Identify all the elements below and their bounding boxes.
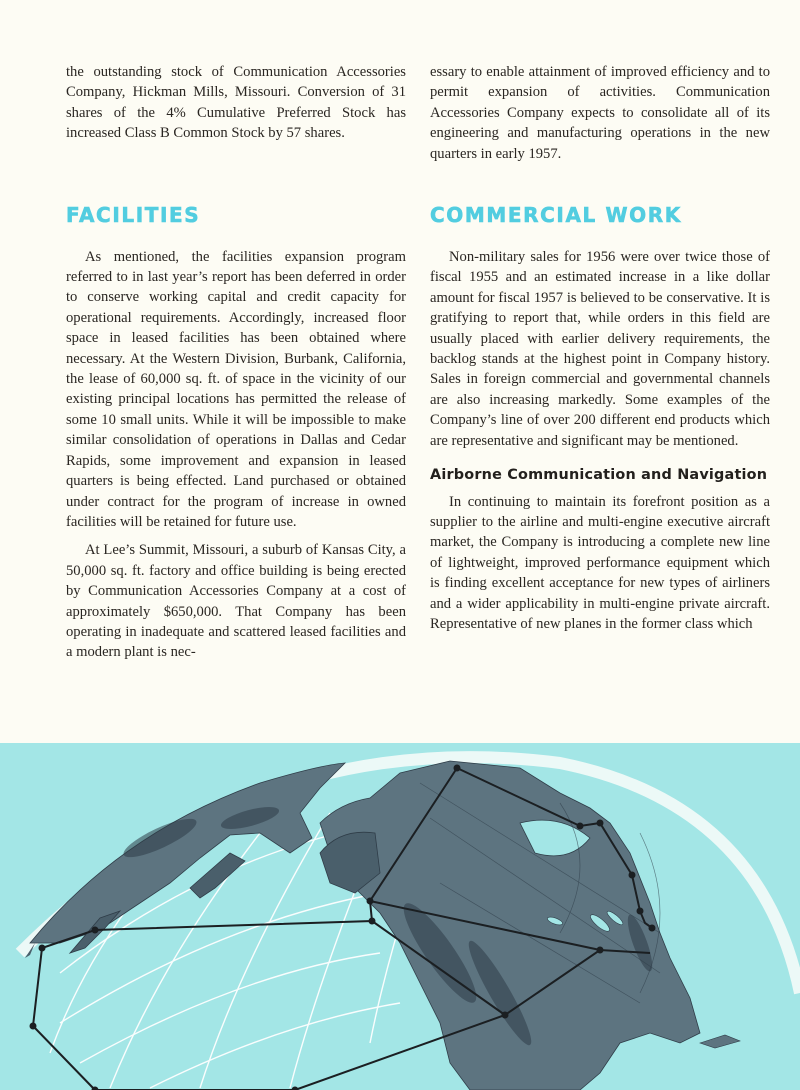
right-column bbox=[430, 62, 770, 634]
facilities-paragraph-1: As mentioned, the facilities expansion program referred to in last year’s report has been deferred in order to conserve working capital and credit capacity for operational requirements. Accordingly, increased floor space in leased facilities has been obtained where necessary. At the Western Division, Burbank, California, the lease of 60,000 sq. ft. of space in the vicinity of our existing principal locations has permitted the release of some 10 small units. While it will be impossible to make similar consolidation of operations in Dallas and Cedar Rapids, some improvement and expansion in leased quarters is being effected. Land purchased or obtained under contract for the program of increase in owned facilities will be retained for future use. bbox=[66, 248, 406, 530]
commercial-work-paragraph: Non-military sales for 1956 were over twice those of fiscal 1955 and an estimated increase in a like dollar amount for fiscal 1957 is believed to be conservative. It is gratifying to report that, while orders in this field are usually placed with earlier delivery requirements, the backlog stands at the highest point in Company history. Sales in foreign commercial and governmental channels are also increasing markedly. Some examples of the Company’s line of over 200 different end products which are representative and significant may be mentioned. bbox=[430, 249, 770, 449]
intro-paragraph: the outstanding stock of Communication Accessories Company, Hickman Mills, Missouri. Conversion of 31 shares of the 4% Cumulative Preferred Stock has increased Class B Common Stock by 57 shares. bbox=[66, 64, 406, 142]
route-node bbox=[30, 1023, 37, 1030]
continuation-paragraph: essary to enable attainment of improved efficiency and to permit expansion of activities. Communication Accessories Company expects to consolidate all of its engineering and manufacturing operations in the new quarters in early 1957. bbox=[430, 64, 770, 162]
globe-illustration bbox=[0, 743, 800, 1090]
facilities-paragraph-2: At Lee’s Summit, Missouri, a suburb of Kansas City, a 50,000 sq. ft. factory and office building is being erected by Communication Accessories Company at a cost of approximately $650,000. That Company has been operating in inadequate and scattered leased facilities and a modern plant is nec- bbox=[66, 542, 406, 661]
route-node bbox=[367, 898, 374, 905]
route-node bbox=[629, 872, 636, 879]
route-node bbox=[502, 1012, 509, 1019]
facilities-heading: FACILITIES bbox=[66, 202, 201, 227]
route-node bbox=[454, 765, 461, 772]
airborne-paragraph: In continuing to maintain its forefront position as a supplier to the airline and multi-engine executive aircraft market, the Company is introducing a complete new line of lightweight, improved performance equipment which is finding excellent acceptance for new types of airliners and a wider applicability in multi-engine private aircraft. Representative of new planes in the former class which bbox=[430, 493, 770, 632]
route-node bbox=[369, 918, 376, 925]
route-node bbox=[597, 947, 604, 954]
route-node bbox=[637, 908, 644, 915]
route-node bbox=[597, 820, 604, 827]
route-node bbox=[577, 823, 584, 830]
route-node bbox=[39, 945, 46, 952]
left-column bbox=[66, 62, 406, 663]
route-node bbox=[649, 925, 656, 932]
commercial-work-heading: COMMERCIAL WORK bbox=[430, 203, 682, 228]
airborne-heading: Airborne Communication and Navigation bbox=[430, 467, 768, 484]
route-node bbox=[92, 927, 99, 934]
